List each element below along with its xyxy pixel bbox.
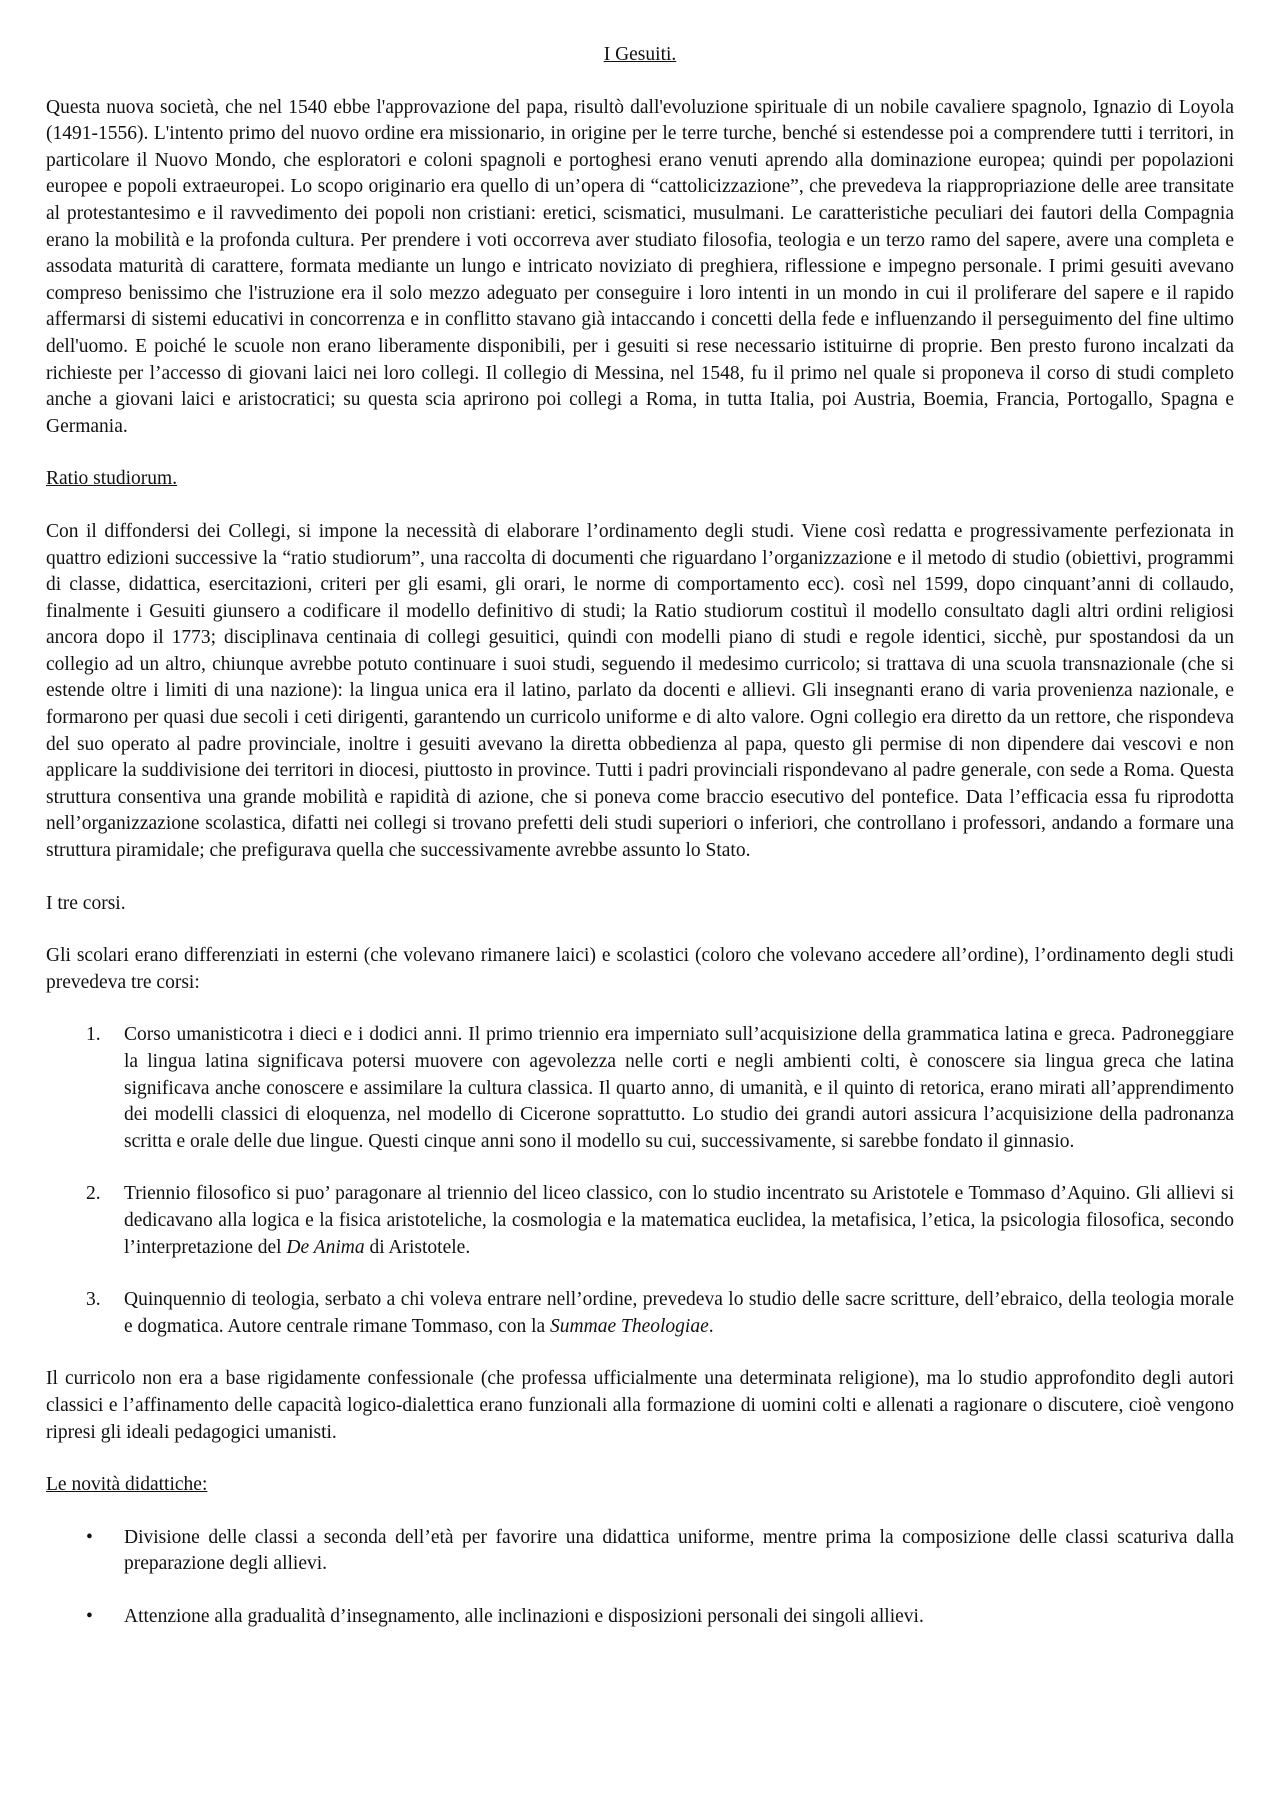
list-item-text: Quinquennio di teologia, serbato a chi voleva entrare nell’ordine, prevedeva lo studio delle sacre scritture, dell’ebraico, della teologia morale e dogmatica. Autore centrale rimane Tommaso, con la — [124, 1289, 1234, 1337]
list-item — [46, 1287, 1234, 1340]
list-item — [46, 1525, 1234, 1578]
tre-corsi-heading: I tre corsi. — [46, 892, 126, 914]
list-number: 1. — [86, 1024, 101, 1046]
list-item-text: di Aristotele. — [364, 1236, 471, 1258]
list-number: 2. — [86, 1183, 101, 1205]
list-item-text: Divisione delle classi a seconda dell’età per favorire una didattica uniforme, mentre prima la composizione delle classi scaturiva dalla preparazione degli allievi. — [124, 1526, 1234, 1575]
list-item-text: Attenzione alla gradualità d’insegnamento, alle inclinazioni e disposizioni personali dei singoli allievi. — [124, 1605, 924, 1627]
bullet-icon: • — [86, 1526, 93, 1548]
list-item — [46, 1604, 1234, 1631]
emphasis-title: De Anima — [286, 1236, 365, 1258]
curricolo-paragraph: Il curricolo non era a base rigidamente confessionale (che professa ufficialmente una determinata religione), ma lo studio approfondito degli autori classici e l’affinamento delle capacità logico-dialettica erano funzionali alla formazione di uomini colti e allenati a ragionare o discutere, cioè vengono ripresi gli ideali pedagogici umanisti. — [46, 1368, 1234, 1443]
list-number: 3. — [86, 1289, 101, 1311]
list-item-text: . — [708, 1315, 714, 1337]
bullet-icon: • — [86, 1605, 93, 1627]
list-item — [46, 1181, 1234, 1261]
ratio-studiorum-paragraph: Con il diffondersi dei Collegi, si impone la necessità di elaborare l’ordinamento degli studi. Viene così redatta e progressivamente perfezionata in quattro edizioni successive la “ratio studiorum”, una raccolta di documenti che riguardano l’organizzazione e il metodo di studio (obiettivi, programmi di classe, didattica, esercitazioni, criteri per gli esami, gli orari, le norme di comportamento ecc). così nel 1599, dopo cinquant’anni di collaudo, finalmente i Gesuiti giunsero a codificare il modello definitivo di studi; la Ratio studiorum costituì il modello consultato dagli altri ordini religiosi ancora dopo il 1773; disciplinava centinaia di collegi gesuitici, quindi con modelli piano di studi e regole identici, sicchè, pur spostandosi da un collegio ad un altro, chiunque avrebbe potuto continuare i suoi studi, seguendo il medesimo curricolo; si trattava di una scuola transnazionale (che si estende oltre i limiti di una nazione): la lingua unica era il latino, parlato da docenti e allievi. Gli insegnanti erano di varia provenienza nazionale, e formarono per quasi due secoli i ceti dirigenti, garantendo un curricolo uniforme e di alto valore. Ogni collegio era diretto da un rettore, che rispondeva del suo operato al padre provinciale, inoltre i gesuiti avevano la diretta obbedienza al papa, questo gli permise di non dipendere dai vescovi e non applicare la suddivisione dei territori in diocesi, piuttosto in province. Tutti i padri provinciali rispondevano al padre generale, con sede a Roma. Questa struttura consentiva una grande mobilità e rapidità di azione, che si poneva come braccio esecutivo del pontefice. Data l’efficacia essa fu riprodotta nell’organizzazione scolastica, difatti nei collegi si trovano prefetti deli studi superiori o inferiori, che controllano i professori, andando a formare una struttura piramidale; che prefigurava quella che successivamente avrebbe assunto lo Stato. — [46, 520, 1234, 862]
intro-paragraph: Questa nuova società, che nel 1540 ebbe l'approvazione del papa, risultò dall'evoluzione spirituale di un nobile cavaliere spagnolo, Ignazio di Loyola (1491-1556). L'intento primo del nuovo ordine era missionario, in origine per le terre turche, benché si estendesse poi a comprendere tutti i territori, in particolare il Nuovo Mondo, che esploratori e coloni spagnoli e portoghesi erano venuti aprendo alla dominazione europea; quindi per popolazioni europee e popoli extraeuropei. Lo scopo originario era quello di un’opera di “cattolicizzazione”, che prevedeva la riappropriazione delle aree transitate al protestantesimo e il ravvedimento dei popoli non cristiani: eretici, scismatici, musulmani. Le caratteristiche peculiari dei fautori della Compagnia erano la mobilità e la profonda cultura. Per prendere i voti occorreva aver studiato filosofia, teologia e un terzo ramo del sapere, avere una completa e assodata maturità di carattere, formata mediante un lungo e intricato noviziato di preghiera, riflessione e impegno personale. I primi gesuiti avevano compreso benissimo che l'istruzione era il solo mezzo adeguato per conseguire i loro intenti in un mondo in cui il proliferare del sapere e il rapido affermarsi di sistemi educativi in concorrenza e in conflitto stavano già intaccando i concetti della fede e influenzando il perseguimento del fine ultimo dell'uomo. E poiché le scuole non erano liberamente disponibili, per i gesuiti si rese necessario istituirne di proprie. Ben presto furono incalzati da richieste per l’accesso di giovani laici nei loro collegi. Il collegio di Messina, nel 1548, fu il primo nel quale si proponeva il corso di studi completo anche a giovani laici e aristocratici; su questa scia aprirono poi collegi a Roma, in tutta Italia, poi Austria, Boemia, Francia, Portogallo, Spagna e Germania. — [46, 96, 1234, 437]
list-item — [46, 1022, 1234, 1155]
emphasis-title: Summae Theologiae — [550, 1315, 709, 1337]
ratio-studiorum-heading: Ratio studiorum. — [46, 468, 178, 490]
list-item-text: Triennio filosofico si puo’ paragonare al triennio del liceo classico, con lo studio incentrato su Aristotele e Tommaso d’Aquino. Gli allievi si dedicavano alla logica e la fisica aristoteliche, la cosmologia e la matematica euclidea, la metafisica, l’etica, la psicologia filosofica, secondo l’interpretazione del — [124, 1183, 1234, 1258]
novita-list — [46, 1525, 1234, 1631]
list-item-text: Corso umanisticotra i dieci e i dodici anni. Il primo triennio era imperniato sull’acquisizione della grammatica latina e greca. Padroneggiare la lingua latina significava potersi muovere con agevolezza nelle corti e negli ambienti colti, è conoscere sia lingua greca che latina significava anche conoscere e assimilare la cultura classica. Il quarto anno, di umanità, e il quinto di retorica, erano mirati all’apprendimento dei modelli classici di eloquenza, nel modello di Cicerone soprattutto. Lo studio dei grandi autori assicura l’acquisizione della padronanza scritta e orale delle due lingue. Questi cinque anni sono il modello su cui, successivamente, si sarebbe fondato il ginnasio. — [124, 1024, 1234, 1152]
novita-didattiche-heading: Le novità didattiche: — [46, 1474, 208, 1496]
document-title: I Gesuiti. — [603, 44, 677, 65]
tre-corsi-intro: Gli scolari erano differenziati in esterni (che volevano rimanere laici) e scolastici (coloro che volevano accedere all’ordine), l’ordinamento degli studi prevedeva tre corsi: — [46, 945, 1234, 993]
corsi-list — [46, 1022, 1234, 1340]
